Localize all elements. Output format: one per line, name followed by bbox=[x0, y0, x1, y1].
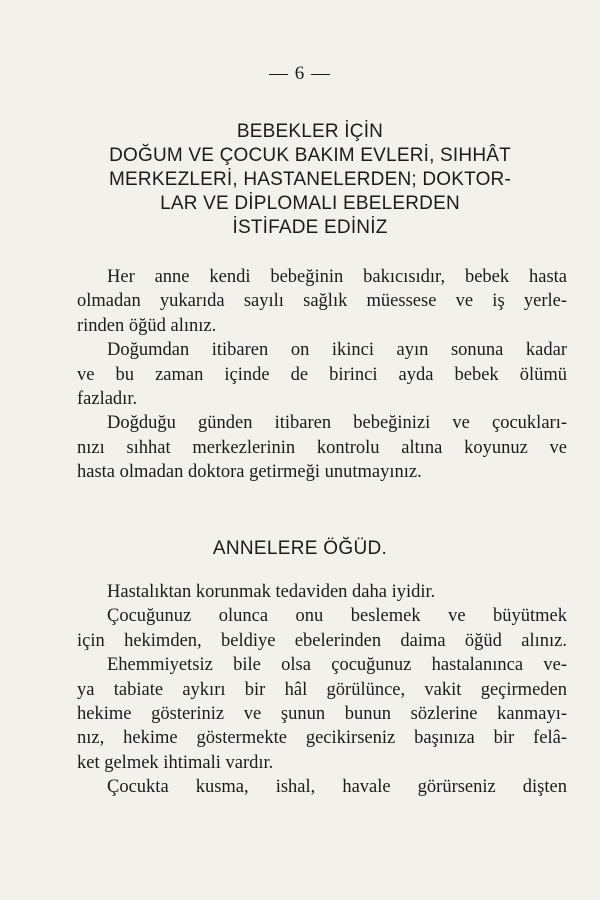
heading-line: DOĞUM VE ÇOCUK BAKIM EVLERİ, SIHHÂT bbox=[109, 145, 511, 166]
page-number: — 6 — bbox=[269, 63, 331, 84]
text-line: nızı sıhhat merkezlerinin kontrolu altına koyunuz ve bbox=[77, 437, 567, 458]
text-line: Ehemmiyetsiz bile olsa çocuğunuz hastalanınca ve- bbox=[107, 655, 567, 676]
text-line: Çocukta kusma, ishal, havale görürseniz dişten bbox=[107, 777, 567, 798]
heading-line: BEBEKLER İÇİN bbox=[236, 121, 384, 142]
text-line: hasta olmadan doktora getirmeği unutmayınız. bbox=[77, 462, 422, 483]
section-heading bbox=[60, 120, 560, 240]
section-two-text bbox=[77, 580, 567, 800]
heading-line: MERKEZLERİ, HASTANELERDEN; DOKTOR- bbox=[109, 169, 511, 190]
text-line: Çocuğunuz olunca onu beslemek ve büyütmek bbox=[107, 606, 567, 627]
text-line: rinden öğüd alınız. bbox=[77, 315, 217, 336]
text-line: için hekimden, beldiye ebelerinden daima öğüd alınız. bbox=[77, 630, 567, 651]
heading-line: LAR VE DİPLOMALI EBELERDEN bbox=[160, 193, 460, 214]
text-line: ket gelmek ihtimali vardır. bbox=[77, 752, 274, 773]
text-line: fazladır. bbox=[77, 389, 138, 410]
text-line: hekime gösteriniz ve şunun bunun sözlerine kanmayı- bbox=[77, 704, 567, 725]
text-line: Doğumdan itibaren on ikinci ayın sonuna kadar bbox=[107, 340, 567, 361]
subheading: ANNELERE ÖĞÜD. bbox=[212, 538, 388, 559]
text-line: Doğduğu günden itibaren bebeğinizi ve çocukları- bbox=[107, 413, 567, 434]
heading-line: İSTİFADE EDİNİZ bbox=[232, 217, 388, 238]
text-line: ve bu zaman içinde de birinci ayda bebek ölümü bbox=[77, 364, 567, 385]
text-line: nız, hekime göstermekte gecikirseniz başınıza bir felâ- bbox=[77, 728, 567, 749]
text-line: ya tabiate aykırı bir hâl görülünce, vakit geçirmeden bbox=[77, 679, 567, 700]
text-line: Her anne kendi bebeğinin bakıcısıdır, bebek hasta bbox=[107, 267, 567, 287]
section-one-text bbox=[77, 265, 567, 485]
text-line: olmadan yukarıda sayılı sağlık müessese ve iş yerle- bbox=[77, 291, 567, 312]
text-line: Hastalıktan korunmak tedaviden daha iyidir. bbox=[107, 582, 436, 602]
